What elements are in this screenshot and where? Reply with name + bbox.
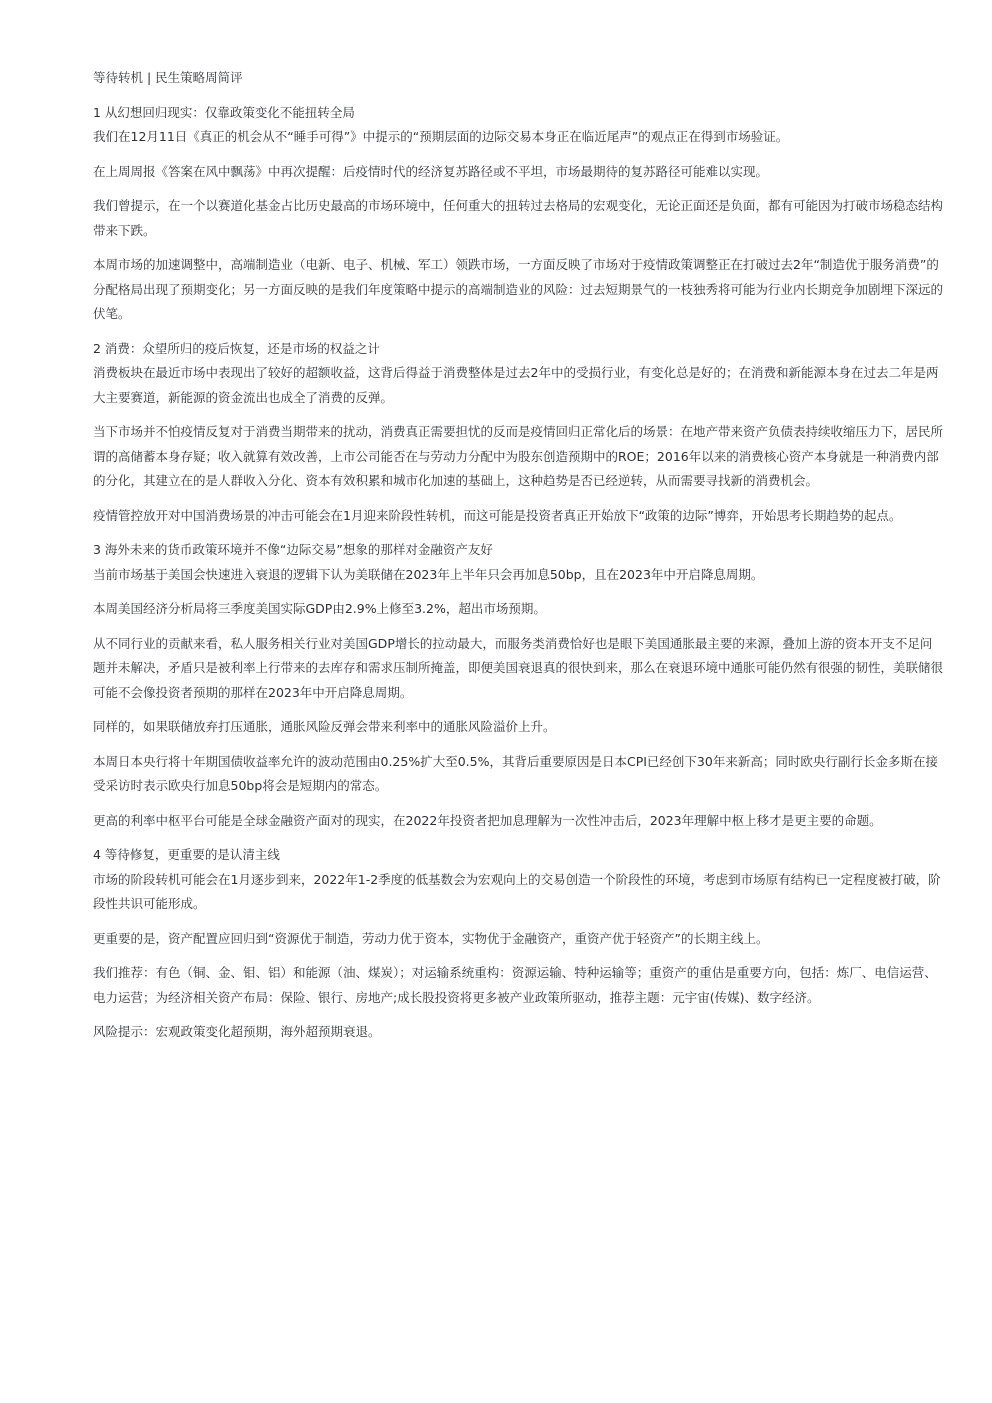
- paragraph: 在上周周报《答案在风中飘荡》中再次提醒：后疫情时代的经济复苏路径或不平坦，市场最期待的复苏路径可能难以实现。: [93, 163, 769, 179]
- section-heading: 3 海外未来的货币政策环境并不像“边际交易”想象的那样对金融资产友好: [93, 542, 493, 557]
- paragraph: 当下市场并不怕疫情反复对于消费当期带来的扰动，消费真正需要担忧的反而是疫情回归正常化后的场景：在地产带来资产负债表持续收缩压力下，居民所谓的高储蓄本身存疑；收入就算有效改善，上市公司能否在与劳动力分配中为股东创造预期中的ROE；2016年以来的消费核心资产本身就是一种消费内部的分化，其建立在的是人群收入分化、资本有效积累和城市化加速的基础上，这种趋势是否已经逆转，从而需要寻找新的消费机会。: [93, 424, 944, 488]
- paragraph: 我们在12月11日《真正的机会从不“睡手可得”》中提示的“预期层面的边际交易本身正在临近尾声”的观点正在得到市场验证。: [93, 129, 789, 144]
- document-page: [93, 66, 943, 1055]
- paragraph: 从不同行业的贡献来看，私人服务相关行业对美国GDP增长的拉动最大，而服务类消费恰好也是眼下美国通胀最主要的来源，叠加上游的资本开支不足问题并未解决，矛盾只是被利率上行带来的去库存和需求压制所掩盖，即便美国衰退真的很快到来，那么在衰退环境中通胀可能仍然有很强的韧性，美联储很可能不会像投资者预期的那样在2023年中开启降息周期。: [93, 635, 944, 700]
- paragraph: 消费板块在最近市场中表现出了较好的超额收益，这背后得益于消费整体是过去2年中的受损行业，有变化总是好的；在消费和新能源本身在过去二年是两大主要赛道，新能源的资金流出也成全了消费的反弹。: [93, 365, 939, 405]
- paragraph: 同样的，如果联储放弃打压通胀，通胀风险反弹会带来利率中的通胀风险溢价上升。: [93, 719, 556, 734]
- paragraph: 当前市场基于美国会快速进入衰退的逻辑下认为美联储在2023年上半年只会再加息50bp，且在2023年中开启降息周期。: [93, 566, 764, 582]
- section-heading: 2 消费：众望所归的疫后恢复，还是市场的权益之计: [93, 340, 380, 356]
- paragraph: 疫情管控放开对中国消费场景的冲击可能会在1月迎来阶段性转机，而这可能是投资者真正开始放下“政策的边际”博弈，开始思考长期趋势的起点。: [93, 507, 902, 523]
- section-heading: 4 等待修复，更重要的是认清主线: [93, 847, 280, 862]
- document-title: 等待转机 | 民生策略周简评: [93, 70, 243, 85]
- section-heading: 1 从幻想回归现实：仅靠政策变化不能扭转全局: [93, 104, 355, 120]
- paragraph: 我们曾提示，在一个以赛道化基金占比历史最高的市场环境中，任何重大的扭转过去格局的宏观变化，无论正面还是负面，都有可能因为打破市场稳态结构带来下跌。: [93, 198, 944, 238]
- paragraph: 本周美国经济分析局将三季度美国实际GDP由2.9%上修至3.2%，超出市场预期。: [93, 601, 546, 616]
- section-1: [93, 101, 943, 327]
- section-3: [93, 538, 943, 833]
- paragraph: 市场的阶段转机可能会在1月逐步到来，2022年1-2季度的低基数会为宏观向上的交易创造一个阶段性的环境，考虑到市场原有结构已一定程度被打破，阶段性共识可能形成。: [93, 871, 941, 911]
- paragraph: 更重要的是，资产配置应回归到“资源优于制造，劳动力优于资本，实物优于金融资产，重资产优于轻资产”的长期主线上。: [93, 930, 769, 946]
- section-2: [93, 337, 943, 529]
- paragraph: 本周日本央行将十年期国债收益率允许的波动范围由0.25%扩大至0.5%，其背后重要原因是日本CPI已经创下30年来新高；同时欧央行副行长金多斯在接受采访时表示欧央行加息50bp将会是短期内的常态。: [93, 753, 938, 793]
- paragraph: 更高的利率中枢平台可能是全球金融资产面对的现实，在2022年投资者把加息理解为一次性冲击后，2023年理解中枢上移才是更主要的命题。: [93, 812, 882, 828]
- risk-warning: 风险提示：宏观政策变化超预期，海外超预期衰退。: [93, 1024, 381, 1039]
- paragraph: 本周市场的加速调整中，高端制造业（电新、电子、机械、军工）领跌市场，一方面反映了市场对于疫情政策调整正在打破过去2年“制造优于服务消费”的分配格局出现了预期变化；另一方面反映的是我们年度策略中提示的高端制造业的风险：过去短期景气的一枝独秀将可能为行业内长期竞争加剧埋下深远的伏笔。: [93, 257, 944, 321]
- section-4: [93, 843, 943, 1045]
- paragraph: 我们推荐：有色（铜、金、钼、铝）和能源（油、煤炭）；对运输系统重构：资源运输、特种运输等；重资产的重估是重要方向，包括：炼厂、电信运营、电力运营；为经济相关资产布局：保险、银行、房地产;成长股投资将更多被产业政策所驱动，推荐主题：元宇宙(传媒)、数字经济。: [93, 965, 937, 1005]
